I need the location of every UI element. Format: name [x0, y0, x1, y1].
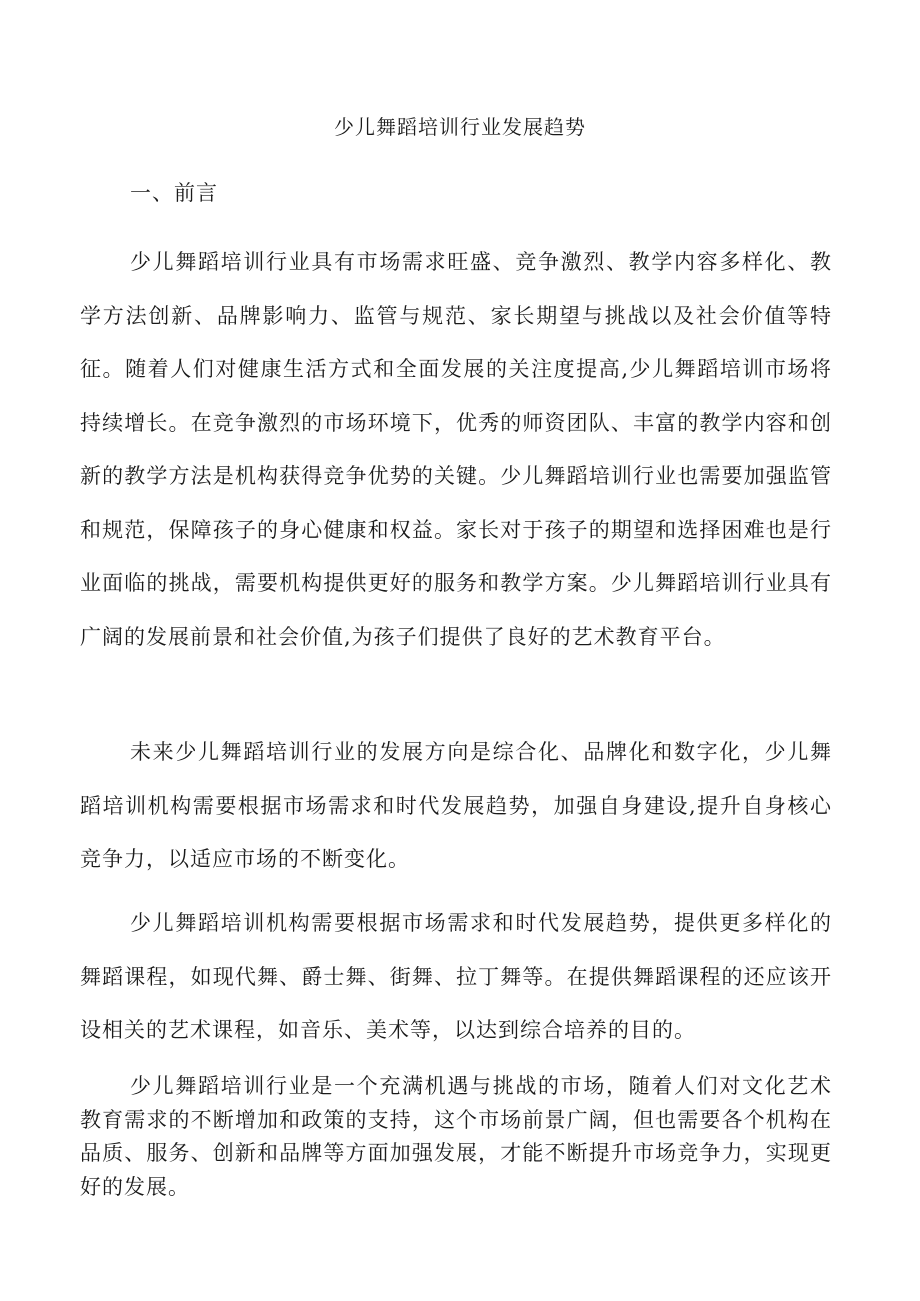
- paragraph-1: 少儿舞蹈培训行业具有市场需求旺盛、竞争激烈、教学内容多样化、教学方法创新、品牌影响力、监管与规范、家长期望与挑战以及社会价值等特征。随着人们对健康生活方式和全面发展的关注度提高,少儿舞蹈培训市场将持续增长。在竞争激烈的市场环境下，优秀的师资团队、丰富的教学内容和创新的教学方法是机构获得竞争优势的关键。少儿舞蹈培训行业也需要加强监管和规范，保障孩子的身心健康和权益。家长对于孩子的期望和选择困难也是行业面临的挑战，需要机构提供更好的服务和教学方案。少儿舞蹈培训行业具有广阔的发展前景和社会价值,为孩子们提供了良好的艺术教育平台。: [80, 250, 832, 649]
- paragraph-4: 少儿舞蹈培训行业是一个充满机遇与挑战的市场，随着人们对文化艺术教育需求的不断增加和政策的支持，这个市场前景广阔，但也需要各个机构在品质、服务、创新和品牌等方面加强发展，才能不断提升市场竞争力，实现更好的发展。: [80, 1074, 832, 1199]
- section-heading: 一、前言: [130, 181, 218, 205]
- paragraph-3: 少儿舞蹈培训机构需要根据市场需求和时代发展趋势，提供更多样化的舞蹈课程，如现代舞、爵士舞、街舞、拉丁舞等。在提供舞蹈课程的还应该开设相关的艺术课程，如音乐、美术等，以达到综合培养的目的。: [80, 911, 832, 1042]
- document-title: 少儿舞蹈培训行业发展趋势: [334, 115, 586, 139]
- paragraph-2: 未来少儿舞蹈培训行业的发展方向是综合化、品牌化和数字化，少儿舞蹈培训机构需要根据市场需求和时代发展趋势，加强自身建设,提升自身核心竞争力，以适应市场的不断变化。: [80, 740, 832, 871]
